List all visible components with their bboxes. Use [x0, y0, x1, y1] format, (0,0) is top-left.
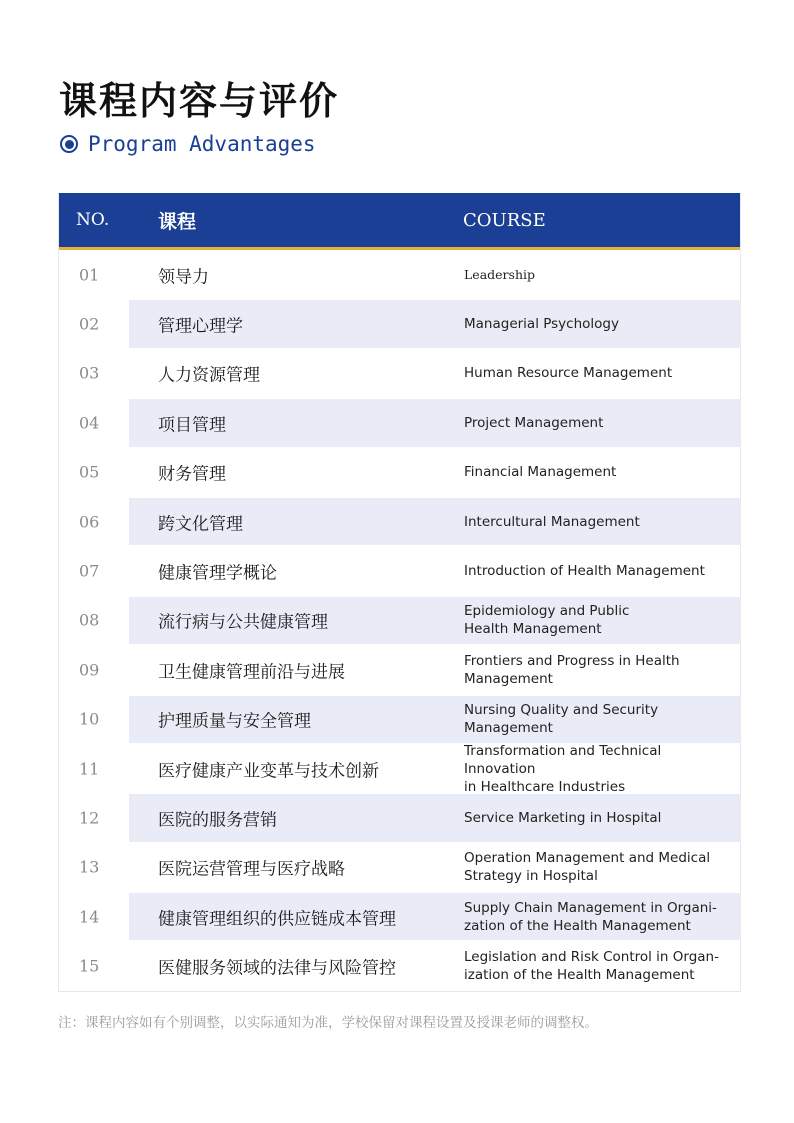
- table-row: [59, 546, 740, 595]
- course-name-cn: 健康管理组织的供应链成本管理: [158, 909, 396, 930]
- row-number: 02: [79, 314, 100, 334]
- table-row: [59, 793, 740, 842]
- table-row: [59, 695, 740, 744]
- table-row: [59, 497, 740, 546]
- header-course-cn: 课程: [158, 210, 197, 233]
- course-name-cn: 医院运营管理与医疗战略: [158, 859, 345, 880]
- row-number: 07: [79, 561, 100, 581]
- course-name-en: Legislation and Risk Control in Organ- ization of the Health Management: [464, 949, 719, 984]
- row-number: 08: [79, 610, 100, 630]
- course-name-cn: 医疗健康产业变革与技术创新: [158, 761, 379, 782]
- table-header: [59, 193, 740, 250]
- table-row: [59, 398, 740, 447]
- subtitle: Program Advantages: [88, 132, 316, 156]
- course-name-cn: 卫生健康管理前沿与进展: [158, 662, 345, 683]
- row-number: 01: [79, 265, 100, 285]
- row-number: 10: [79, 709, 100, 729]
- course-name-cn: 跨文化管理: [158, 514, 243, 535]
- course-name-en: Human Resource Management: [464, 365, 673, 382]
- course-name-cn: 财务管理: [158, 464, 226, 485]
- row-number: 06: [79, 512, 100, 532]
- course-name-en: Introduction of Health Management: [464, 563, 705, 580]
- row-number: 05: [79, 462, 100, 482]
- course-name-cn: 流行病与公共健康管理: [158, 612, 328, 633]
- table-row: [59, 892, 740, 941]
- target-bullet-icon: [60, 135, 78, 153]
- header-no: NO.: [76, 210, 110, 230]
- table-row: [59, 448, 740, 497]
- table-row: [59, 843, 740, 892]
- table-row: [59, 250, 740, 299]
- course-table: [58, 193, 741, 992]
- course-name-cn: 医院的服务营销: [158, 810, 277, 831]
- course-name-en: Operation Management and Medical Strategy in Hospital: [464, 850, 711, 885]
- course-name-en: Financial Management: [464, 464, 617, 481]
- course-name-cn: 管理心理学: [158, 316, 243, 337]
- course-name-en: Project Management: [464, 414, 604, 431]
- subtitle-row: [60, 130, 316, 158]
- row-number: 12: [79, 808, 100, 828]
- course-name-cn: 健康管理学概论: [158, 563, 277, 584]
- header-course-en: COURSE: [463, 209, 546, 231]
- footnote: 注：课程内容如有个别调整，以实际通知为准，学校保留对课程设置及授课老师的调整权。: [58, 1015, 598, 1031]
- course-name-cn: 领导力: [158, 267, 209, 288]
- course-name-en: Leadership: [464, 266, 535, 282]
- table-row: [59, 596, 740, 645]
- course-name-en: Service Marketing in Hospital: [464, 809, 662, 826]
- row-number: 03: [79, 363, 100, 383]
- table-row: [59, 744, 740, 793]
- row-number: 09: [79, 660, 100, 680]
- table-row: [59, 941, 740, 990]
- table-row: [59, 299, 740, 348]
- course-name-en: Transformation and Technical Innovation in Healthcare Industries: [464, 742, 662, 795]
- row-number: 14: [79, 907, 100, 927]
- course-name-cn: 项目管理: [158, 415, 226, 436]
- course-name-cn: 医健服务领域的法律与风险管控: [158, 958, 396, 979]
- row-number: 11: [79, 759, 100, 779]
- row-number: 04: [79, 413, 100, 433]
- course-name-cn: 护理质量与安全管理: [158, 711, 311, 732]
- table-body: [59, 250, 740, 991]
- row-number: 15: [79, 956, 100, 976]
- course-name-en: Nursing Quality and Security Management: [464, 702, 659, 737]
- page-title: 课程内容与评价: [59, 79, 340, 123]
- course-name-en: Intercultural Management: [464, 513, 640, 530]
- table-row: [59, 349, 740, 398]
- course-name-en: Epidemiology and Public Health Management: [464, 603, 630, 638]
- table-row: [59, 645, 740, 694]
- row-number: 13: [79, 857, 100, 877]
- course-name-en: Frontiers and Progress in Health Management: [464, 652, 680, 687]
- course-name-cn: 人力资源管理: [158, 365, 260, 386]
- course-name-en: Managerial Psychology: [464, 316, 619, 333]
- course-name-en: Supply Chain Management in Organi- zation of the Health Management: [464, 899, 717, 934]
